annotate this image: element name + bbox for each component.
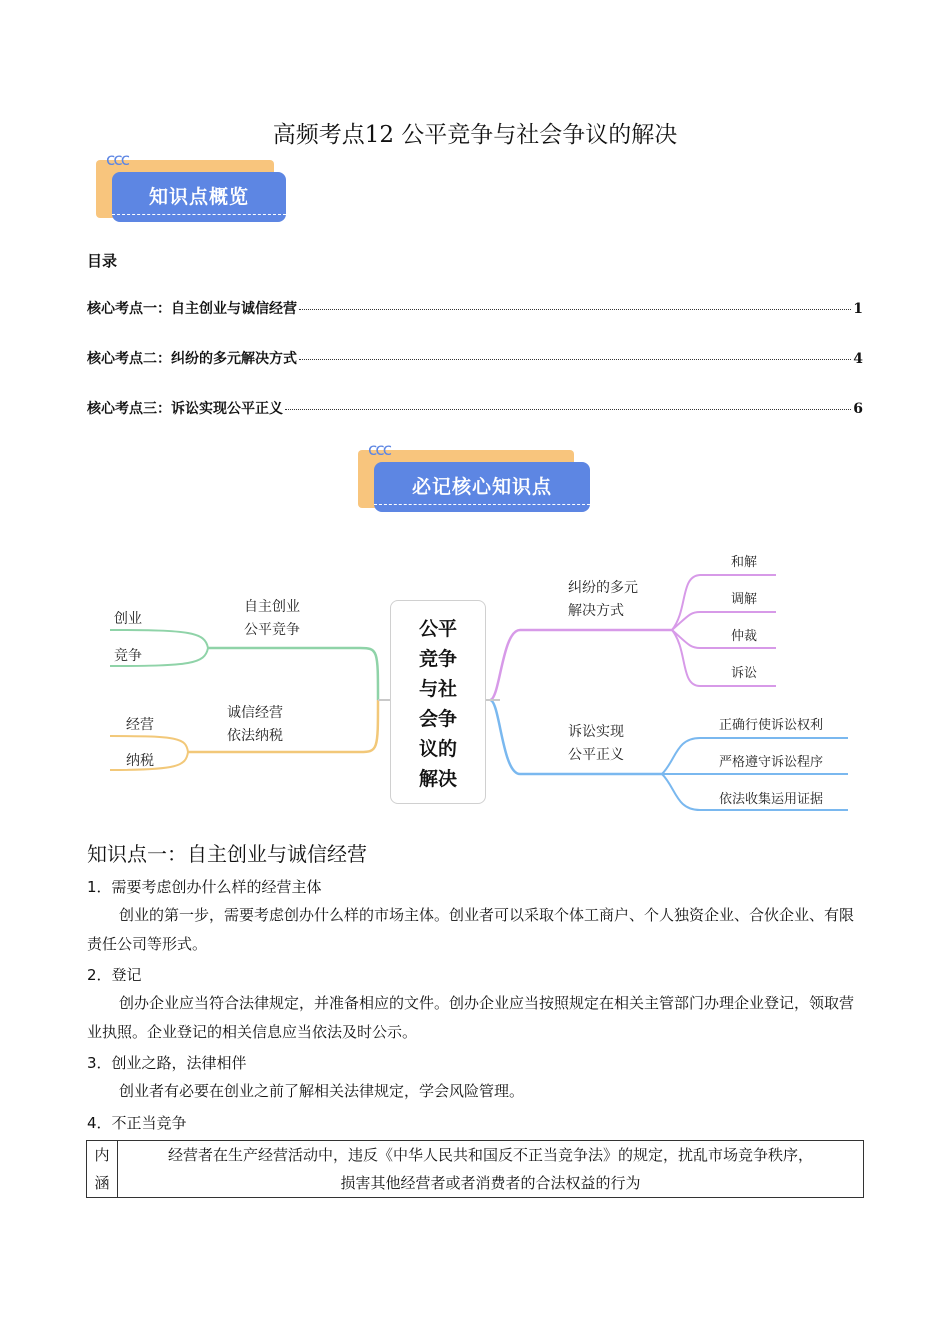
leaf-line-tiaojie — [672, 612, 776, 630]
branch-node-line: 诉讼实现 — [568, 724, 624, 740]
rings-icon: ccc — [368, 440, 391, 460]
leaf-jingying: 经营 — [126, 717, 154, 733]
badge-label: 知识点概览 — [112, 172, 286, 222]
branch-line-purple — [490, 630, 672, 700]
branch-line-green — [208, 648, 378, 700]
center-text-line: 会争 — [418, 708, 457, 730]
toc-entry-label: 核心考点二：纠纷的多元解决方式 — [87, 351, 297, 367]
branch-node-line: 公平竞争 — [244, 622, 300, 638]
toc-page-number: 6 — [853, 401, 863, 417]
leaf-susong: 诉讼 — [731, 666, 758, 681]
definition-table — [86, 1140, 864, 1198]
item-paragraph-2: 创办企业应当符合法律规定，并准备相应的文件。创办企业应当按照规定在相关主管部门办理企业登记，领取营业执照。企业登记的相关信息应当依法及时公示。 — [87, 994, 855, 1041]
branch-node-chengxin — [227, 702, 283, 748]
leaf-jingzheng: 竞争 — [114, 648, 142, 664]
toc-leader — [285, 409, 851, 410]
leaf-nashui: 纳税 — [126, 753, 154, 769]
table-label-cell — [87, 1141, 118, 1198]
toc-heading: 目录 — [87, 252, 118, 270]
table-value-cell — [118, 1141, 864, 1198]
item-heading-1: 1．需要考虑创办什么样的经营主体 — [87, 878, 322, 896]
branch-node-line: 纠纷的多元 — [568, 580, 638, 596]
branch-node-line: 诚信经营 — [227, 705, 283, 721]
table-row — [87, 1141, 864, 1198]
branch-node-line: 解决方式 — [568, 603, 624, 619]
table-value-line: 损害其他经营者或者消费者的合法权益的行为 — [340, 1174, 641, 1192]
toc-leader — [299, 359, 851, 360]
toc-entry-3[interactable] — [87, 398, 863, 418]
toc-entry-label: 核心考点三：诉讼实现公平正义 — [87, 401, 283, 417]
page-title: 高频考点12 公平竞争与社会争议的解决 — [272, 122, 678, 148]
table-label-char: 内 — [94, 1146, 110, 1164]
branch-node-susong-gongping — [568, 721, 624, 767]
item-paragraph-1: 创业的第一步，需要考虑创办什么样的市场主体。创业者可以采取个体工商户、个人独资企业、合伙企业、有限责任公司等形式。 — [87, 906, 855, 953]
center-text-line: 议的 — [418, 738, 457, 760]
table-label-char: 涵 — [94, 1174, 110, 1192]
leaf-zhongcai: 仲裁 — [731, 629, 758, 644]
toc-page-number: 1 — [853, 301, 863, 317]
toc-entry-2[interactable] — [87, 348, 863, 368]
toc-entry-1[interactable] — [87, 298, 863, 318]
branch-node-jiufen — [568, 577, 638, 623]
section-badge-core — [358, 440, 598, 522]
branch-node-line: 自主创业 — [244, 599, 300, 615]
section-title: 知识点一：自主创业与诚信经营 — [87, 842, 367, 866]
table-value-line: 经营者在生产经营活动中，违反《中华人民共和国反不正当竞争法》的规定，扰乱市场竞争秩序， — [167, 1146, 813, 1164]
item-paragraph-3: 创业者有必要在创业之前了解相关法律规定，学会风险管理。 — [119, 1082, 525, 1100]
leaf-line-hejie — [672, 575, 776, 630]
badge-label: 必记核心知识点 — [374, 462, 590, 512]
leaf-line-zhongcai — [672, 630, 776, 648]
center-text-line: 公平 — [418, 618, 457, 640]
leaf-chuangye: 创业 — [114, 611, 142, 627]
center-text-line: 与社 — [418, 678, 457, 700]
leaf-quanli: 正确行使诉讼权利 — [719, 718, 824, 733]
badge-dash — [112, 214, 286, 215]
toc-page-number: 4 — [853, 351, 863, 367]
rings-icon: ccc — [106, 150, 129, 170]
toc-leader — [299, 309, 851, 310]
leaf-tiaojie: 调解 — [731, 592, 758, 607]
branch-line-orange — [188, 700, 378, 752]
leaf-hejie: 和解 — [731, 555, 758, 570]
badge-dash — [374, 504, 590, 505]
center-text-line: 竞争 — [418, 648, 457, 670]
leaf-chengxu: 严格遵守诉讼程序 — [719, 755, 824, 770]
center-text-line: 解决 — [418, 768, 457, 790]
branch-node-line: 依法纳税 — [227, 728, 283, 744]
branch-node-line: 公平正义 — [568, 747, 624, 763]
leaf-zhengju: 依法收集运用证据 — [719, 792, 824, 807]
mindmap-center-node — [390, 600, 486, 804]
item-heading-2: 2．登记 — [87, 966, 142, 984]
item-heading-3: 3．创业之路，法律相伴 — [87, 1054, 247, 1072]
item-heading-4: 4．不正当竞争 — [87, 1114, 187, 1132]
toc-entry-label: 核心考点一：自主创业与诚信经营 — [87, 301, 297, 317]
branch-node-chuangye — [244, 596, 300, 642]
section-badge-overview — [96, 150, 296, 232]
leaf-line-susong — [672, 630, 776, 686]
